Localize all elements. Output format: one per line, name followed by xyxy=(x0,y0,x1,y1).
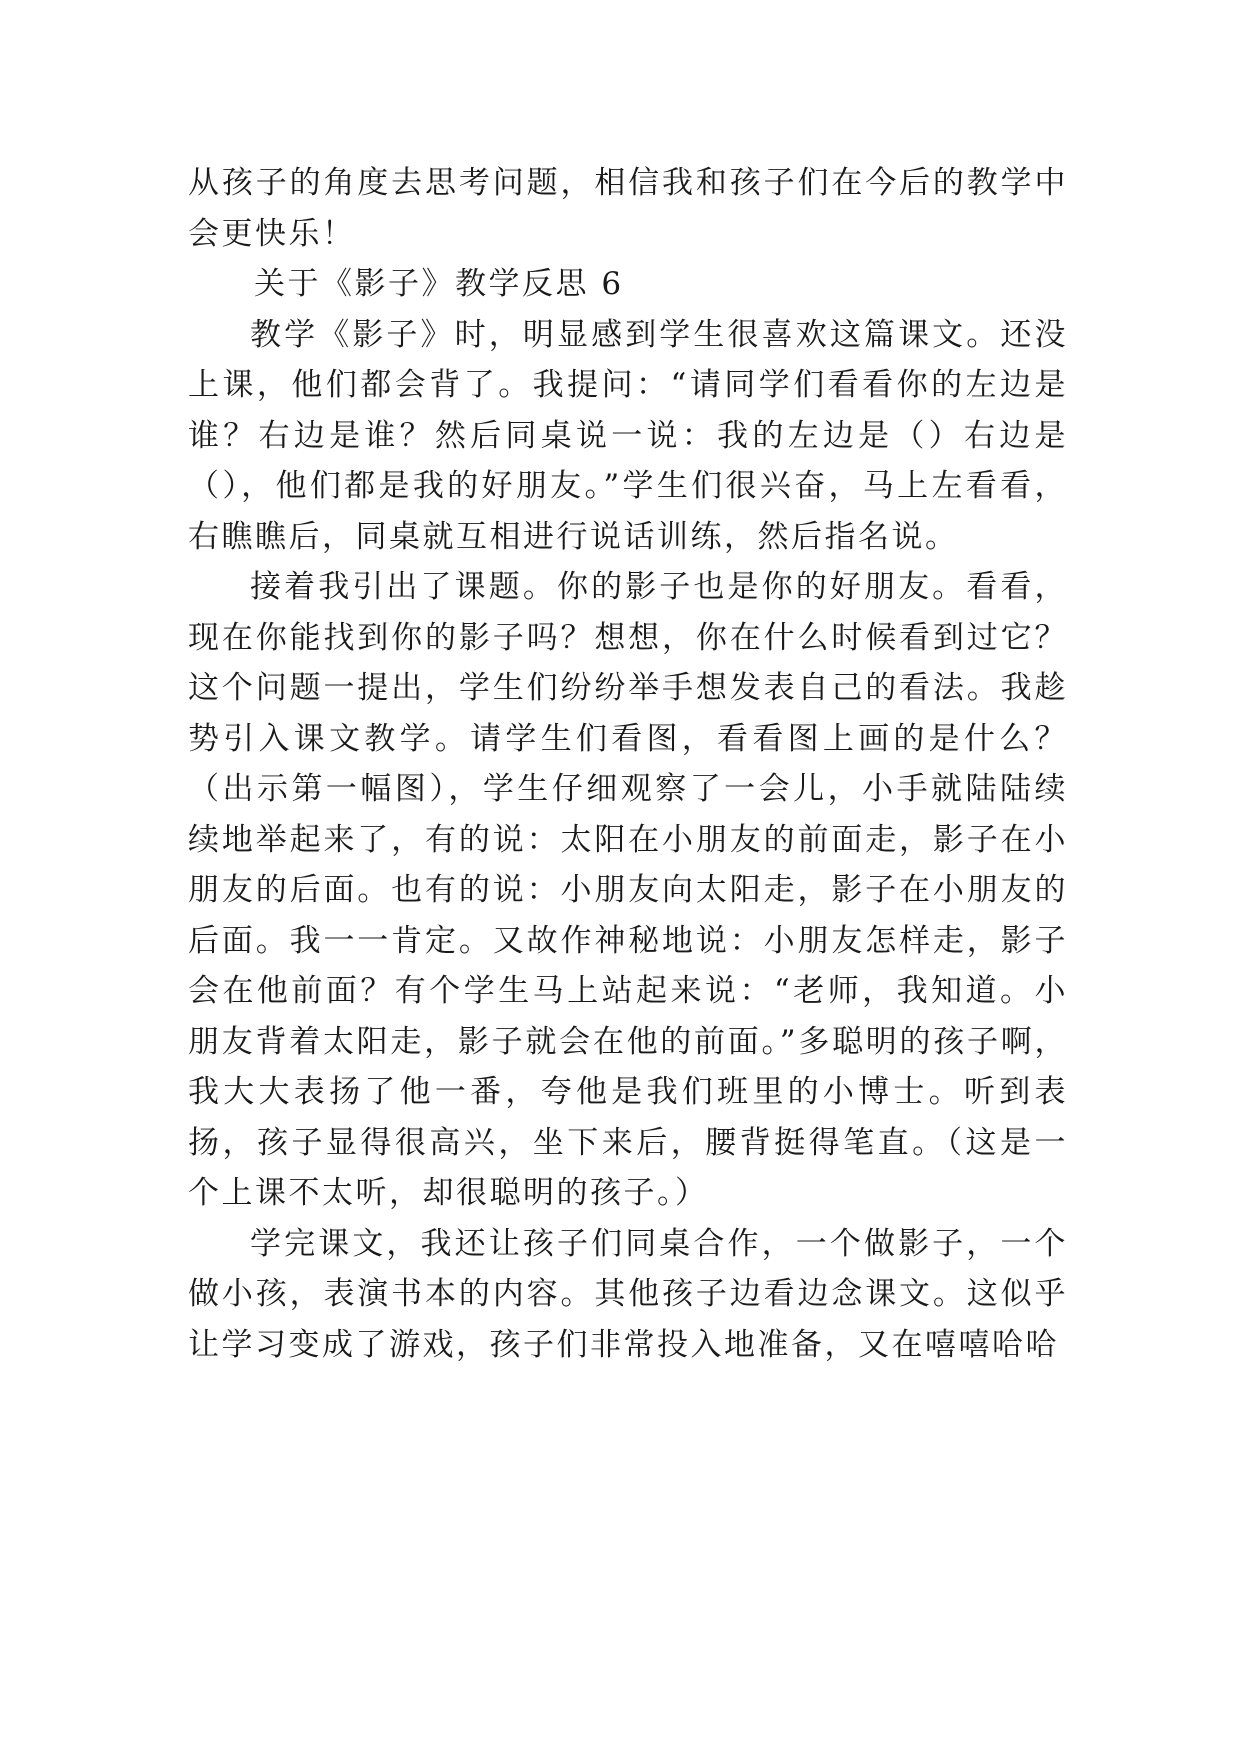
paragraph-1: 教学《影子》时，明显感到学生很喜欢这篇课文。还没上课，他们都会背了。我提问：“请同学们看看你的左边是谁？右边是谁？然后同桌说一说：我的左边是（）右边是（），他们都是我的好朋友。”学生们很兴奋，马上左看看，右瞧瞧后，同桌就互相进行说话训练，然后指名说。 xyxy=(188,316,1068,555)
section-heading: 关于《影子》教学反思 6 xyxy=(254,266,624,302)
paragraph-3: 学完课文，我还让孩子们同桌合作，一个做影子，一个做小孩，表演书本的内容。其他孩子边看边念课文。这似乎让学习变成了游戏，孩子们非常投入地准备，又在嘻嘻哈哈 xyxy=(188,1225,1068,1363)
continuation-paragraph: 从孩子的角度去思考问题，相信我和孩子们在今后的教学中会更快乐！ xyxy=(188,165,1068,252)
document-body xyxy=(188,158,1068,1370)
paragraph-2: 接着我引出了课题。你的影子也是你的好朋友。看看，现在你能找到你的影子吗？想想，你在什么时候看到过它？这个问题一提出，学生们纷纷举手想发表自己的看法。我趁势引入课文教学。请学生们看图，看看图上画的是什么？（出示第一幅图），学生仔细观察了一会儿，小手就陆陆续续地举起来了，有的说：太阳在小朋友的前面走，影子在小朋友的后面。也有的说：小朋友向太阳走，影子在小朋友的后面。我一一肯定。又故作神秘地说：小朋友怎样走，影子会在他前面？有个学生马上站起来说：“老师，我知道。小朋友背着太阳走，影子就会在他的前面。”多聪明的孩子啊，我大大表扬了他一番，夸他是我们班里的小博士。听到表扬，孩子显得很高兴，坐下来后，腰背挺得笔直。（这是一个上课不太听，却很聪明的孩子。） xyxy=(188,569,1068,1211)
